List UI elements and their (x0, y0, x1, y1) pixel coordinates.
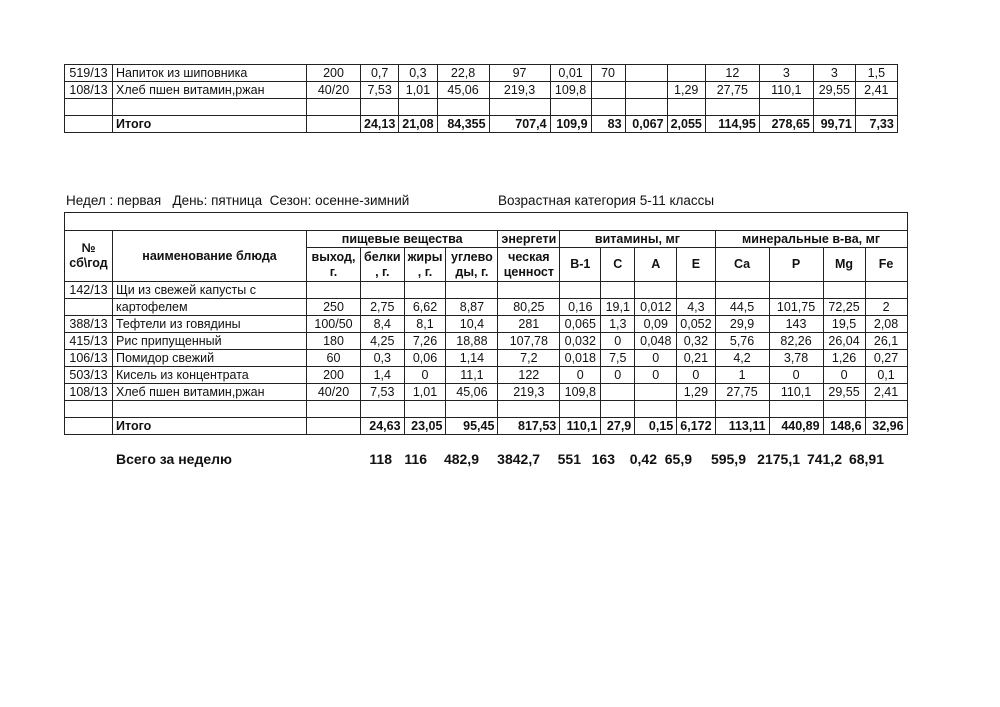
cell-min-fe (865, 282, 907, 299)
cell-min-mg: 99,71 (813, 116, 855, 133)
col-c-header: С (601, 248, 635, 282)
cell-vit-c (591, 82, 625, 99)
cell-min-ca: 113,11 (715, 418, 769, 435)
col-output-header: выход, г. (307, 248, 361, 282)
col-b1-header: В-1 (560, 248, 601, 282)
cell-output: 200 (307, 65, 361, 82)
cell-vit-e: 4,3 (677, 299, 715, 316)
cell-min-fe: 2 (865, 299, 907, 316)
cell-protein (361, 401, 405, 418)
cell-vit-e: 0,21 (677, 350, 715, 367)
cell-min-fe: 7,33 (855, 116, 897, 133)
cell-min-mg: 26,04 (823, 333, 865, 350)
cell-fat (404, 282, 446, 299)
cell-carb: 11,1 (446, 367, 498, 384)
cell-code: 415/13 (65, 333, 113, 350)
cell-code (65, 401, 113, 418)
table-row (65, 367, 908, 384)
cell-vit-a (625, 82, 667, 99)
cell-vit-a: 0 (635, 350, 677, 367)
cell-vit-b1: 109,8 (550, 82, 591, 99)
cell-dish: Тефтели из говядины (113, 316, 307, 333)
cell-fat (404, 401, 446, 418)
cell-vit-e: 0,32 (677, 333, 715, 350)
cell-vit-c: 83 (591, 116, 625, 133)
cell-min-ca: 4,2 (715, 350, 769, 367)
cell-fat: 0,3 (399, 65, 437, 82)
cell-min-ca: 27,75 (705, 82, 759, 99)
cell-protein: 4,25 (361, 333, 405, 350)
cell-fat: 1,01 (399, 82, 437, 99)
cell-energy: 80,25 (498, 299, 560, 316)
cell-carb: 84,355 (437, 116, 489, 133)
cell-energy: 219,3 (498, 384, 560, 401)
cell-vit-a: 0,15 (635, 418, 677, 435)
previous-day-table (64, 64, 898, 133)
cell-output: 60 (307, 350, 361, 367)
cell-min-fe (855, 99, 897, 116)
cell-dish (113, 99, 307, 116)
cell-vit-b1 (560, 401, 601, 418)
cell-vit-b1: 0,01 (550, 65, 591, 82)
cell-output: 250 (307, 299, 361, 316)
cell-vit-e (677, 282, 715, 299)
table-row (65, 282, 908, 299)
cell-min-p: 278,65 (759, 116, 813, 133)
cell-min-mg: 1,26 (823, 350, 865, 367)
cell-code (65, 116, 113, 133)
cell-min-fe: 1,5 (855, 65, 897, 82)
cell-protein: 0,7 (361, 65, 399, 82)
day-info: Недел : первая День: пятница Сезон: осенне-зимний (66, 193, 410, 208)
cell-min-mg: 3 (813, 65, 855, 82)
cell-vit-e (677, 401, 715, 418)
col-fat-header: жиры , г. (404, 248, 446, 282)
cell-vit-a: 0,09 (635, 316, 677, 333)
table-row (65, 350, 908, 367)
cell-dish: Щи из свежей капусты с (113, 282, 307, 299)
cell-min-ca (705, 99, 759, 116)
cell-code: 503/13 (65, 367, 113, 384)
cell-vit-b1: 0,032 (560, 333, 601, 350)
cell-min-mg: 0 (823, 367, 865, 384)
cell-min-p (769, 282, 823, 299)
cell-dish: Напиток из шиповника (113, 65, 307, 82)
cell-min-ca: 1 (715, 367, 769, 384)
cell-carb: 8,87 (446, 299, 498, 316)
col-num-header: № сб\год (65, 231, 113, 282)
week-protein: 118 (369, 451, 392, 467)
cell-dish: картофелем (113, 299, 307, 316)
cell-fat: 0,06 (404, 350, 446, 367)
cell-carb: 18,88 (446, 333, 498, 350)
cell-fat (399, 99, 437, 116)
cell-min-p: 82,26 (769, 333, 823, 350)
cell-output: 180 (307, 333, 361, 350)
cell-min-ca: 5,76 (715, 333, 769, 350)
cell-code (65, 299, 113, 316)
table-row (65, 316, 908, 333)
cell-carb: 1,14 (446, 350, 498, 367)
cell-carb: 22,8 (437, 65, 489, 82)
col-ca-header: Са (715, 248, 769, 282)
cell-vit-b1: 0,018 (560, 350, 601, 367)
cell-output: 40/20 (307, 82, 361, 99)
cell-output (307, 116, 361, 133)
cell-min-p: 3 (759, 65, 813, 82)
cell-vit-e: 2,055 (667, 116, 705, 133)
cell-code: 142/13 (65, 282, 113, 299)
cell-energy: 107,78 (498, 333, 560, 350)
cell-vit-c: 19,1 (601, 299, 635, 316)
cell-min-ca: 27,75 (715, 384, 769, 401)
cell-vit-b1: 0,16 (560, 299, 601, 316)
col-a-header: А (635, 248, 677, 282)
cell-carb: 95,45 (446, 418, 498, 435)
cell-carb: 45,06 (437, 82, 489, 99)
cell-vit-c (601, 282, 635, 299)
cell-vit-c: 27,9 (601, 418, 635, 435)
cell-min-p: 143 (769, 316, 823, 333)
cell-vit-a (635, 282, 677, 299)
cell-min-mg: 29,55 (813, 82, 855, 99)
cell-dish: Хлеб пшен витамин,ржан (113, 384, 307, 401)
col-protein-header: белки , г. (361, 248, 405, 282)
cell-fat: 0 (404, 367, 446, 384)
cell-min-fe: 26,1 (865, 333, 907, 350)
cell-vit-a: 0,012 (635, 299, 677, 316)
col-energy-header: ческая ценност (498, 248, 560, 282)
cell-vit-e: 0,052 (677, 316, 715, 333)
cell-protein: 24,63 (361, 418, 405, 435)
week-fat: 116 (404, 451, 427, 467)
cell-dish: Хлеб пшен витамин,ржан (113, 82, 307, 99)
cell-vit-c: 7,5 (601, 350, 635, 367)
cell-dish: Помидор свежий (113, 350, 307, 367)
cell-carb: 10,4 (446, 316, 498, 333)
cell-carb (446, 282, 498, 299)
cell-carb (437, 99, 489, 116)
cell-fat: 23,05 (404, 418, 446, 435)
age-category: Возрастная категория 5-11 классы (498, 193, 715, 208)
cell-min-mg: 29,55 (823, 384, 865, 401)
cell-protein: 8,4 (361, 316, 405, 333)
week-min-ca: 595,9 (710, 451, 746, 467)
cell-dish: Рис припущенный (113, 333, 307, 350)
cell-output: 100/50 (307, 316, 361, 333)
cell-energy: 219,3 (489, 82, 550, 99)
cell-output: 40/20 (307, 384, 361, 401)
total-row (65, 418, 908, 435)
cell-code: 108/13 (65, 384, 113, 401)
cell-min-p: 3,78 (769, 350, 823, 367)
table-row (65, 333, 908, 350)
cell-protein: 24,13 (361, 116, 399, 133)
cell-min-fe (865, 401, 907, 418)
cell-vit-c: 1,3 (601, 316, 635, 333)
table-row (65, 65, 898, 82)
cell-protein (361, 99, 399, 116)
cell-vit-c (601, 384, 635, 401)
week-vit-c: 163 (591, 451, 615, 467)
col-p-header: Р (769, 248, 823, 282)
cell-min-fe: 2,08 (865, 316, 907, 333)
cell-vit-b1: 109,8 (560, 384, 601, 401)
cell-min-mg: 19,5 (823, 316, 865, 333)
cell-vit-c: 0 (601, 367, 635, 384)
table-row (65, 82, 898, 99)
week-total-row (64, 451, 937, 469)
cell-vit-c: 70 (591, 65, 625, 82)
cell-vit-b1 (560, 282, 601, 299)
cell-min-p (769, 401, 823, 418)
cell-vit-b1: 110,1 (560, 418, 601, 435)
table-row (65, 99, 898, 116)
cell-energy: 122 (498, 367, 560, 384)
cell-carb (446, 401, 498, 418)
cell-vit-b1 (550, 99, 591, 116)
cell-vit-e (667, 65, 705, 82)
cell-energy: 281 (498, 316, 560, 333)
cell-vit-e (667, 99, 705, 116)
nutrients-header: пищевые вещества (307, 231, 498, 248)
cell-vit-b1: 0,065 (560, 316, 601, 333)
cell-min-ca: 29,9 (715, 316, 769, 333)
minerals-header: минеральные в-ва, мг (715, 231, 907, 248)
cell-vit-a (625, 65, 667, 82)
week-vit-e: 65,9 (664, 451, 692, 467)
cell-output: 200 (307, 367, 361, 384)
col-carb-header: углево ды, г. (446, 248, 498, 282)
cell-min-p: 440,89 (769, 418, 823, 435)
cell-vit-c (591, 99, 625, 116)
cell-fat: 6,62 (404, 299, 446, 316)
cell-energy (498, 401, 560, 418)
cell-fat: 8,1 (404, 316, 446, 333)
col-e-header: Е (677, 248, 715, 282)
cell-vit-a: 0,067 (625, 116, 667, 133)
cell-min-fe: 0,1 (865, 367, 907, 384)
cell-vit-e: 0 (677, 367, 715, 384)
cell-vit-e: 1,29 (677, 384, 715, 401)
cell-vit-a (635, 384, 677, 401)
table-row (65, 384, 908, 401)
cell-code: 388/13 (65, 316, 113, 333)
week-min-fe: 68,91 (848, 451, 884, 467)
vitamins-header: витамины, мг (560, 231, 715, 248)
cell-carb: 45,06 (446, 384, 498, 401)
cell-vit-e: 6,172 (677, 418, 715, 435)
cell-min-p: 101,75 (769, 299, 823, 316)
cell-energy: 707,4 (489, 116, 550, 133)
cell-energy: 7,2 (498, 350, 560, 367)
cell-min-mg (813, 99, 855, 116)
cell-min-fe: 32,96 (865, 418, 907, 435)
cell-min-fe: 2,41 (865, 384, 907, 401)
cell-output (307, 282, 361, 299)
week-dish: Всего за неделю (116, 451, 232, 467)
cell-vit-b1: 109,9 (550, 116, 591, 133)
week-vit-a: 0,42 (629, 451, 657, 467)
cell-energy: 817,53 (498, 418, 560, 435)
cell-code: 108/13 (65, 82, 113, 99)
cell-output (307, 401, 361, 418)
cell-min-ca: 12 (705, 65, 759, 82)
cell-vit-e: 1,29 (667, 82, 705, 99)
cell-output (307, 418, 361, 435)
cell-code (65, 99, 113, 116)
cell-energy (489, 99, 550, 116)
cell-min-ca: 44,5 (715, 299, 769, 316)
total-row (65, 116, 898, 133)
cell-energy (498, 282, 560, 299)
col-mg-header: Mg (823, 248, 865, 282)
week-carb: 482,9 (443, 451, 479, 467)
cell-min-mg: 72,25 (823, 299, 865, 316)
week-min-p: 2175,1 (757, 451, 800, 467)
cell-protein: 7,53 (361, 384, 405, 401)
cell-vit-a (635, 401, 677, 418)
week-energy: 3842,7 (497, 451, 540, 467)
cell-energy: 97 (489, 65, 550, 82)
energy-header: энергети (498, 231, 560, 248)
cell-fat: 1,01 (404, 384, 446, 401)
cell-min-p: 110,1 (769, 384, 823, 401)
cell-code (65, 418, 113, 435)
cell-protein: 1,4 (361, 367, 405, 384)
table-row (65, 401, 908, 418)
cell-min-fe: 0,27 (865, 350, 907, 367)
cell-min-p: 110,1 (759, 82, 813, 99)
cell-protein: 7,53 (361, 82, 399, 99)
cell-min-fe: 2,41 (855, 82, 897, 99)
cell-output (307, 99, 361, 116)
cell-min-mg (823, 282, 865, 299)
cell-min-ca: 114,95 (705, 116, 759, 133)
cell-dish: Итого (113, 116, 307, 133)
col-dish-header: наименование блюда (113, 231, 307, 282)
week-min-mg: 741,2 (806, 451, 842, 467)
cell-dish: Кисель из концентрата (113, 367, 307, 384)
cell-code: 106/13 (65, 350, 113, 367)
friday-menu-table (64, 212, 908, 435)
cell-fat: 7,26 (404, 333, 446, 350)
table-row (65, 299, 908, 316)
cell-dish (113, 401, 307, 418)
cell-vit-a: 0 (635, 367, 677, 384)
col-fe-header: Fe (865, 248, 907, 282)
cell-protein: 0,3 (361, 350, 405, 367)
cell-vit-a: 0,048 (635, 333, 677, 350)
cell-vit-b1: 0 (560, 367, 601, 384)
cell-min-ca (715, 282, 769, 299)
cell-fat: 21,08 (399, 116, 437, 133)
cell-vit-a (625, 99, 667, 116)
cell-protein (361, 282, 405, 299)
cell-min-mg: 148,6 (823, 418, 865, 435)
week-vit-b1: 551 (557, 451, 581, 467)
cell-min-p (759, 99, 813, 116)
cell-vit-c: 0 (601, 333, 635, 350)
cell-code: 519/13 (65, 65, 113, 82)
cell-min-ca (715, 401, 769, 418)
cell-vit-c (601, 401, 635, 418)
cell-dish: Итого (113, 418, 307, 435)
blank-header-row (65, 213, 908, 231)
cell-min-p: 0 (769, 367, 823, 384)
cell-min-mg (823, 401, 865, 418)
cell-protein: 2,75 (361, 299, 405, 316)
